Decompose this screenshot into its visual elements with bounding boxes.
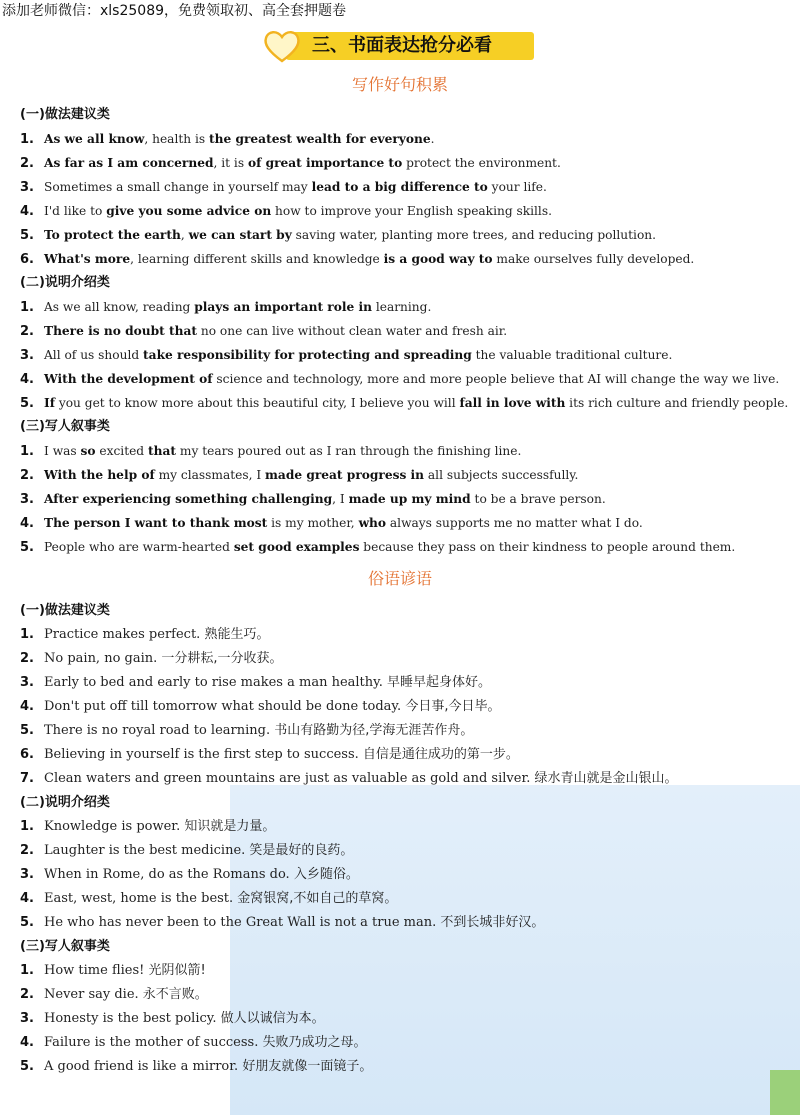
sentence-text: make ourselves fully developed. [492,252,695,266]
page-edge-tab [770,1070,800,1115]
item-number: 2. [20,843,34,858]
key-phrase: As far as I am concerned [44,156,214,170]
item-number: 5. [20,1059,34,1074]
key-phrase: What's more [44,252,131,266]
sentence-text: your life. [487,180,547,194]
sentence-item [20,464,578,486]
proverb-chinese: 不到长城非好汉。 [440,915,545,930]
proverb-item [20,1032,366,1054]
proverb-english: Never say die. [44,987,143,1002]
key-phrase: give you some advice on [106,204,272,218]
proverb-english: Don't put off till tomorrow what should be done today. [44,699,406,714]
item-number: 6. [20,252,34,267]
item-number: 5. [20,723,34,738]
sentence-item [20,320,507,342]
sentence-text: because they pass on their kindness to people around them. [359,540,736,554]
key-phrase: made great progress in [265,468,425,482]
sentence-text: I was [44,444,81,458]
category-heading: (一)做法建议类 [20,603,110,618]
key-phrase: we can start by [188,228,292,242]
key-phrase: The person I want to thank most [44,516,268,530]
proverb-item [20,720,473,742]
item-number: 6. [20,747,34,762]
key-phrase: After experiencing something challenging [44,492,333,506]
sentence-item [20,128,434,150]
item-number: 4. [20,699,34,714]
proverb-english: Honesty is the best policy. [44,1011,221,1026]
item-number: 7. [20,771,34,786]
sentence-text: As we all know, reading [44,300,195,314]
key-phrase: of great importance to [247,156,403,170]
proverb-item [20,768,678,790]
sentence-item [20,512,643,534]
banner-title: 三、书面表达抢分必看 [312,35,492,56]
proverb-item [20,840,353,862]
key-phrase: With the development of [44,372,213,386]
item-number: 4. [20,204,34,219]
proverb-item [20,648,283,670]
sentence-item [20,488,606,510]
sentence-text: I'd like to [44,204,107,218]
item-number: 5. [20,915,34,930]
sentence-item [20,296,431,318]
proverb-english: There is no royal road to learning. [44,723,275,738]
proverb-chinese: 书山有路勤为径,学海无涯苦作舟。 [274,723,474,738]
proverb-item [20,624,269,646]
key-phrase: who [358,516,387,530]
item-number: 4. [20,891,34,906]
category-heading: (三)写人叙事类 [20,419,110,434]
proverb-english: Believing in yourself is the first step to success. [44,747,363,762]
sentence-text: no one can live without clean water and fresh air. [197,324,508,338]
proverb-english: When in Rome, do as the Romans do. [44,867,294,882]
sentence-item [20,200,552,222]
item-number: 4. [20,516,34,531]
proverb-item [20,912,544,934]
item-number: 2. [20,156,34,171]
proverb-item [20,984,208,1006]
sentence-text: its rich culture and friendly people. [565,396,789,410]
item-number: 4. [20,372,34,387]
proverb-english: Knowledge is power. [44,819,185,834]
section-title-proverbs: 俗语谚语 [367,569,432,588]
proverb-chinese: 笑是最好的良药。 [249,843,354,858]
proverb-english: East, west, home is the best. [44,891,238,906]
sentence-item [20,440,521,462]
proverb-chinese: 知识就是力量。 [184,819,276,834]
sentence-item [20,392,788,414]
sentence-text: the valuable traditional culture. [471,348,673,362]
sentence-item [20,368,779,390]
key-phrase: take responsibility for protecting and spreading [143,348,472,362]
proverb-chinese: 自信是通往成功的第一步。 [362,747,519,762]
item-number: 1. [20,819,34,834]
proverb-item [20,960,206,982]
category-heading: (二)说明介绍类 [20,795,110,810]
proverb-chinese: 入乡随俗。 [293,867,359,882]
category-heading: (三)写人叙事类 [20,939,110,954]
item-number: 3. [20,675,34,690]
sentence-text: , health is [144,132,209,146]
sentence-text: , I [332,492,349,506]
watermark-text: 添加老师微信：xls25089，免费领取初、高全套押题卷 [2,3,347,19]
item-number: 1. [20,132,34,147]
sentence-text: all subjects successfully. [424,468,579,482]
key-phrase: that [148,444,177,458]
sentence-item [20,152,561,174]
item-number: 4. [20,1035,34,1050]
sentence-text: you get to know more about this beautiful city, I believe you will [54,396,460,410]
key-phrase: is a good way to [383,252,493,266]
proverb-chinese: 今日事,今日毕。 [405,699,501,714]
proverb-chinese: 永不言败。 [142,987,208,1002]
proverb-chinese: 绿水青山就是金山银山。 [534,771,678,786]
proverb-english: A good friend is like a mirror. [44,1059,243,1074]
item-number: 2. [20,987,34,1002]
proverb-english: Laughter is the best medicine. [44,843,250,858]
sentence-text: always supports me no matter what I do. [386,516,643,530]
section-banner [262,30,534,62]
item-number: 3. [20,348,34,363]
sentence-text: excited [95,444,148,458]
sentence-text: Sometimes a small change in yourself may [44,180,312,194]
proverb-english: He who has never been to the Great Wall is not a true man. [44,915,441,930]
key-phrase: made up my mind [348,492,471,506]
proverb-english: No pain, no gain. [44,651,162,666]
sentence-text: , it is [213,156,248,170]
proverb-chinese: 早睡早起身体好。 [387,675,492,690]
item-number: 3. [20,180,34,195]
proverb-item [20,864,359,886]
sentence-text: my classmates, I [154,468,266,482]
item-number: 2. [20,651,34,666]
item-number: 3. [20,867,34,882]
proverb-item [20,696,500,718]
key-phrase: set good examples [233,540,360,554]
proverb-chinese: 失败乃成功之母。 [262,1035,367,1050]
proverb-chinese: 做人以诚信为本。 [220,1011,325,1026]
sentence-text: science and technology, more and more people believe that AI will change the way we live. [212,372,780,386]
proverb-item [20,744,519,766]
item-number: 1. [20,300,34,315]
sentence-text: People who are warm-hearted [44,540,234,554]
sentence-item [20,344,672,366]
proverb-english: Clean waters and green mountains are just as valuable as gold and silver. [44,771,535,786]
item-number: 1. [20,444,34,459]
proverb-english: How time flies! [44,963,149,978]
proverb-item [20,816,275,838]
proverb-item [20,1008,325,1030]
proverb-chinese: 一分耕耘,一分收获。 [161,651,283,666]
proverb-item [20,888,397,910]
proverb-english: Failure is the mother of success. [44,1035,263,1050]
proverb-english: Practice makes perfect. [44,627,205,642]
sentence-text: learning. [371,300,432,314]
proverb-chinese: 好朋友就像一面镜子。 [242,1059,373,1074]
category-heading: (一)做法建议类 [20,107,110,122]
proverb-chinese: 光阴似箭! [148,963,206,978]
section-title-good-sentences: 写作好句积累 [351,75,448,94]
proverb-chinese: 金窝银窝,不如自己的草窝。 [237,891,398,906]
sentence-text: , [180,228,189,242]
heart-icon [262,28,302,64]
sentence-text: . [430,132,435,146]
proverb-chinese: 熟能生巧。 [204,627,270,642]
key-phrase: With the help of [44,468,155,482]
sentence-item [20,224,656,246]
key-phrase: As we all know [44,132,145,146]
item-number: 5. [20,540,34,555]
sentence-text: how to improve your English speaking skills. [271,204,552,218]
sentence-text: is my mother, [267,516,359,530]
key-phrase: plays an important role in [194,300,372,314]
key-phrase: fall in love with [459,396,566,410]
proverb-item [20,1056,372,1078]
proverb-item [20,672,491,694]
sentence-text: saving water, planting more trees, and reducing pollution. [291,228,657,242]
sentence-text: to be a brave person. [470,492,606,506]
item-number: 1. [20,627,34,642]
key-phrase: If [44,396,55,410]
sentence-text: protect the environment. [402,156,561,170]
sentence-text: my tears poured out as I ran through the finishing line. [176,444,522,458]
key-phrase: the greatest wealth for everyone [209,132,431,146]
sentence-text: , learning different skills and knowledge [130,252,384,266]
item-number: 3. [20,492,34,507]
key-phrase: so [80,444,96,458]
item-number: 2. [20,324,34,339]
item-number: 5. [20,228,34,243]
item-number: 3. [20,1011,34,1026]
item-number: 5. [20,396,34,411]
item-number: 1. [20,963,34,978]
key-phrase: There is no doubt that [44,324,197,338]
sentence-text: All of us should [44,348,144,362]
sentence-item [20,248,694,270]
key-phrase: To protect the earth [44,228,181,242]
item-number: 2. [20,468,34,483]
sentence-item [20,176,547,198]
proverb-english: Early to bed and early to rise makes a man healthy. [44,675,388,690]
key-phrase: lead to a big difference to [311,180,488,194]
sentence-item [20,536,735,558]
category-heading: (二)说明介绍类 [20,275,110,290]
